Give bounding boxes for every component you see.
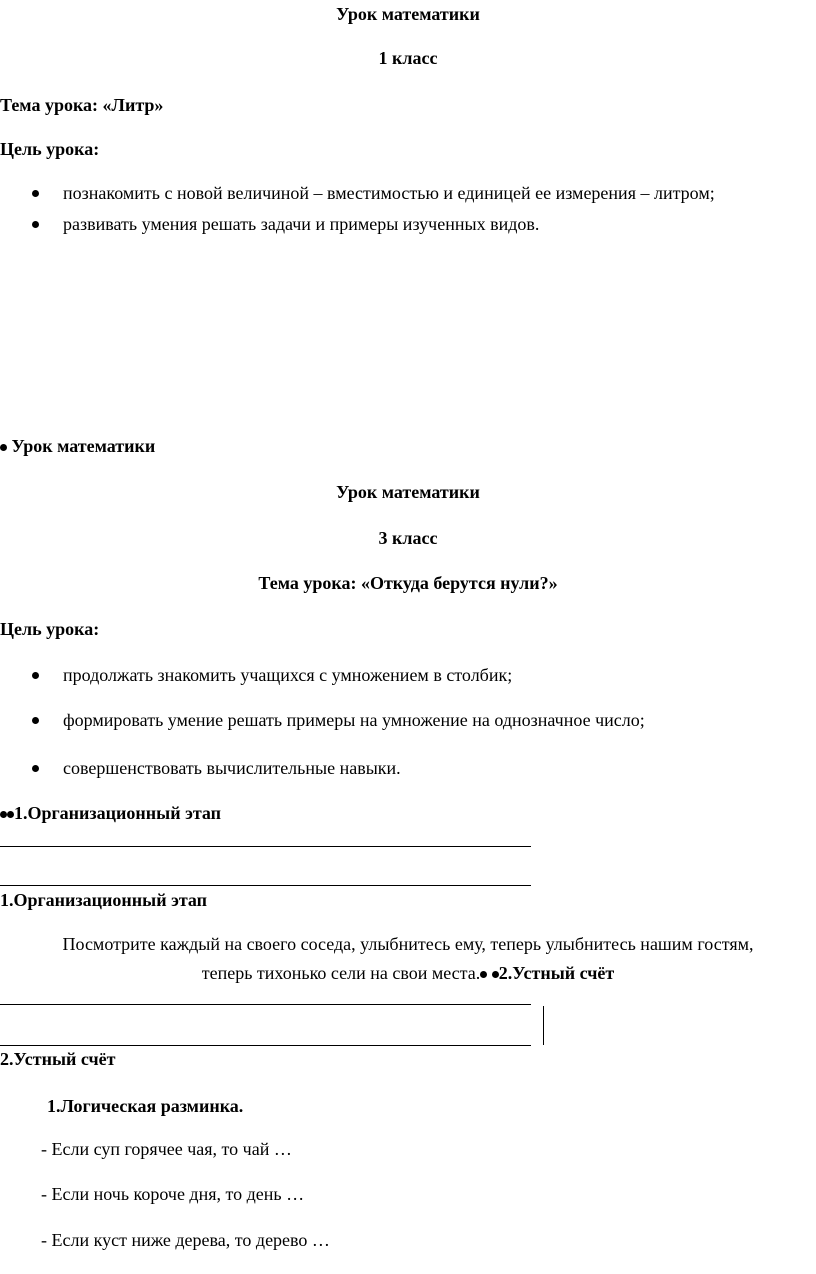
bullet-icon — [0, 811, 7, 818]
lesson1-goal-label: Цель урока: — [0, 139, 100, 159]
list-item: продолжать знакомить учащихся с умножением в столбик; — [63, 665, 513, 685]
bullet-icon — [32, 765, 39, 772]
section1-heading: 1.Организационный этап — [0, 890, 208, 910]
lesson1-topic: Тема урока: «Литр» — [0, 95, 164, 115]
list-item: формировать умение решать примеры на умножение на однозначное число; — [63, 710, 645, 730]
list-item: познакомить с новой величиной – вместимостью и единицей ее измерения – литром; — [63, 183, 715, 203]
divider — [0, 1004, 531, 1005]
toc-item-section1[interactable] — [0, 803, 221, 824]
toc-item-section2[interactable]: 2.Устный счёт — [498, 963, 615, 983]
list-item: развивать умения решать задачи и примеры изученных видов. — [63, 214, 540, 234]
lesson3-grade: 3 класс — [378, 528, 438, 548]
lesson1-grade: 1 класс — [378, 48, 438, 68]
divider — [0, 1045, 531, 1046]
divider — [0, 885, 531, 886]
toc-item-label: 1.Организационный этап — [14, 803, 222, 823]
bullet-icon — [492, 971, 499, 978]
lesson3-goal-label: Цель урока: — [0, 619, 100, 639]
toc-item-lesson[interactable] — [0, 436, 155, 457]
list-item: - Если суп горячее чая, то чай … — [41, 1139, 292, 1159]
lesson3-title: Урок математики — [336, 482, 480, 502]
bullet-icon — [32, 221, 39, 228]
section1-text-line2 — [0, 963, 816, 984]
lesson1-title: Урок математики — [336, 4, 480, 24]
section2-subheading: 1.Логическая разминка. — [47, 1096, 244, 1116]
list-item: - Если ночь короче дня, то день … — [41, 1184, 305, 1204]
section2-heading: 2.Устный счёт — [0, 1049, 116, 1069]
section1-text-line1: Посмотрите каждый на своего соседа, улыбнитесь ему, теперь улыбнитесь нашим гостям, — [62, 934, 754, 954]
bullet-icon — [480, 971, 487, 978]
section1-text: теперь тихонько сели на свои места. — [201, 963, 481, 983]
bullet-icon — [32, 717, 39, 724]
toc-item-label: Урок математики — [11, 436, 156, 456]
list-item: - Если куст ниже дерева, то дерево … — [41, 1230, 330, 1250]
text-cursor — [543, 1006, 544, 1045]
divider — [0, 846, 531, 847]
bullet-icon — [7, 811, 14, 818]
bullet-icon — [32, 190, 39, 197]
list-item: совершенствовать вычислительные навыки. — [63, 758, 401, 778]
bullet-icon — [32, 672, 39, 679]
lesson3-topic: Тема урока: «Откуда берутся нули?» — [258, 573, 558, 593]
bullet-icon — [0, 444, 7, 451]
